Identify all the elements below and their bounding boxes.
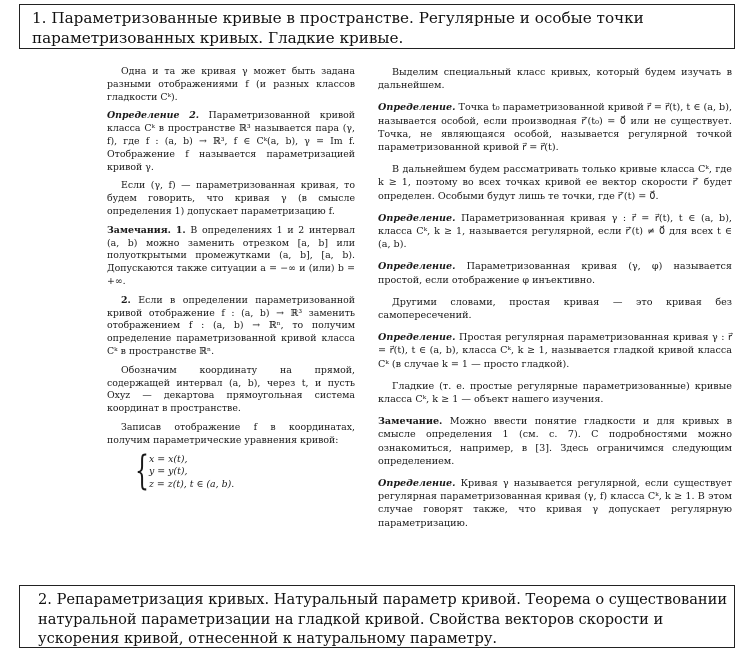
- definition-label: Определение.: [378, 332, 456, 344]
- definition-text: Кривая γ называется регулярной, если существует регулярная параметризованная кривая (γ, f) класса Cᵏ, k ≥ 1. В этом случае говорят также, что кривая γ допускает регулярную параметризацию.: [378, 478, 732, 529]
- paragraph: В дальнейшем будем рассматривать только кривые класса Cᵏ, где k ≥ 1, поэтому во всех точках кривой ее вектор скорости r⃗′ будет определен. Особыми будут лишь те точки, где r⃗′(t) = 0⃗.: [378, 164, 732, 202]
- definition-label: Определение 2.: [107, 110, 200, 122]
- definition-text: Параметризованная кривая γ : r⃗ = r⃗(t), t ∈ (a, b), класса Cᵏ, k ≥ 1, называется регулярной, если r⃗′(t) ≠ 0⃗ для всех t ∈ (a, b).: [378, 212, 732, 251]
- definition-regular-curve-gamma: [378, 477, 732, 530]
- definition-singular-point: [378, 101, 732, 154]
- definition-text: Точка t₀ параметризованной кривой r⃗ = r⃗(t), t ∈ (a, b), называется особой, если производная r⃗′(t₀) = 0⃗ или не существует. Точка, не являющаяся особой, называется регулярной точкой параметризованной кривой r⃗ = r⃗(t).: [378, 102, 732, 154]
- paragraph: Одна и та же кривая γ может быть задана разными отображениями f (и разных классов гладкости Cᵏ).: [107, 66, 355, 103]
- paragraph: Записав отображение f в координатах, получим параметрические уравнения кривой:: [107, 421, 355, 446]
- remark-1: [107, 225, 355, 289]
- definition-text: Простая регулярная параметризованная кривая γ : r⃗ = r⃗(t), t ∈ (a, b), класса Cᵏ, k ≥ 1, называется гладкой кривой класса Cᵏ (в случае k = 1 — просто гладкой).: [378, 332, 732, 370]
- definition-smooth-curve: [378, 331, 732, 371]
- definition-label: Определение.: [378, 102, 456, 114]
- section-1-heading-text: 1. Параметризованные кривые в пространстве. Регулярные и особые точки параметризованных кривых. Гладкие кривые.: [32, 9, 644, 47]
- definition-label: Определение.: [378, 212, 456, 224]
- paragraph: Если (γ, f) — параметризованная кривая, то будем говорить, что кривая γ (в смысле определения 1) допускает параметризацию f.: [107, 180, 355, 217]
- remark-text: Можно ввести понятие гладкости и для кривых в смысле определения 1 (см. с. 7). С подробностями можно ознакомиться, например, в [3]. Здесь ограничимся следующим определением.: [378, 416, 732, 467]
- remark-text: Если в определении параметризованной кривой отображение f : (a, b) → ℝ³ заменить отображением f : (a, b) → ℝⁿ, то получим определение параметризованной кривой класса Cᵏ в пространстве ℝⁿ.: [107, 294, 356, 357]
- left-column: [107, 66, 355, 492]
- definition-label: Определение.: [378, 478, 456, 490]
- remark-text: В определениях 1 и 2 интервал (a, b) можно заменить отрезком [a, b] или полуоткрытыми промежутками (a, b], [a, b). Допускаются также ситуации a = −∞ и (или) b = +∞.: [107, 224, 356, 287]
- remark-label: 2.: [121, 294, 131, 306]
- remark-2: [107, 295, 355, 359]
- definition-regular-curve: [378, 212, 732, 252]
- brace-glyph: {: [135, 447, 149, 494]
- parametric-equations: [135, 447, 355, 494]
- definition-text: Параметризованная кривая (γ, φ) называется простой, если отображение φ инъективно.: [378, 261, 732, 286]
- definition-text: Параметризованной кривой класса Cᵏ в пространстве ℝ³ называется пара (γ, f), где f : (a, b) → ℝ³, f ∈ Cᵏ(a, b), γ = Im f. Отображение f называется параметризацией кривой γ.: [107, 110, 355, 173]
- definition-label: Определение.: [378, 261, 456, 273]
- right-column: [378, 66, 732, 539]
- remark-label: Замечания. 1.: [107, 224, 186, 236]
- definition-simple-curve: [378, 260, 732, 286]
- equation-x: x = x(t),: [149, 453, 188, 465]
- paragraph: Выделим специальный класс кривых, который будем изучать в дальнейшем.: [378, 67, 732, 92]
- equation-y: y = y(t),: [149, 466, 188, 478]
- remark-label: Замечание.: [378, 416, 443, 428]
- section-2-heading-text: 2. Репараметризация кривых. Натуральный параметр кривой. Теорема о существовании натуральной параметризации на гладкой кривой. Свойства векторов скорости и ускорения кривой, отнесенной к натуральному параметру.: [38, 591, 728, 647]
- remark: [378, 415, 732, 468]
- paragraph: Гладкие (т. е. простые регулярные параметризованные) кривые класса Cᵏ, k ≥ 1 — объект нашего изучения.: [378, 380, 732, 406]
- definition-2: [107, 110, 355, 174]
- paragraph: Другими словами, простая кривая — это кривая без самопересечений.: [378, 296, 732, 322]
- section-1-heading: [19, 4, 735, 49]
- paragraph: Обозначим координату на прямой, содержащей интервал (a, b), через t, и пусть Oxyz — декартова прямоугольная система координат в пространстве.: [107, 364, 355, 415]
- section-2-heading: [19, 585, 735, 648]
- equation-z: z = z(t), t ∈ (a, b).: [149, 479, 235, 491]
